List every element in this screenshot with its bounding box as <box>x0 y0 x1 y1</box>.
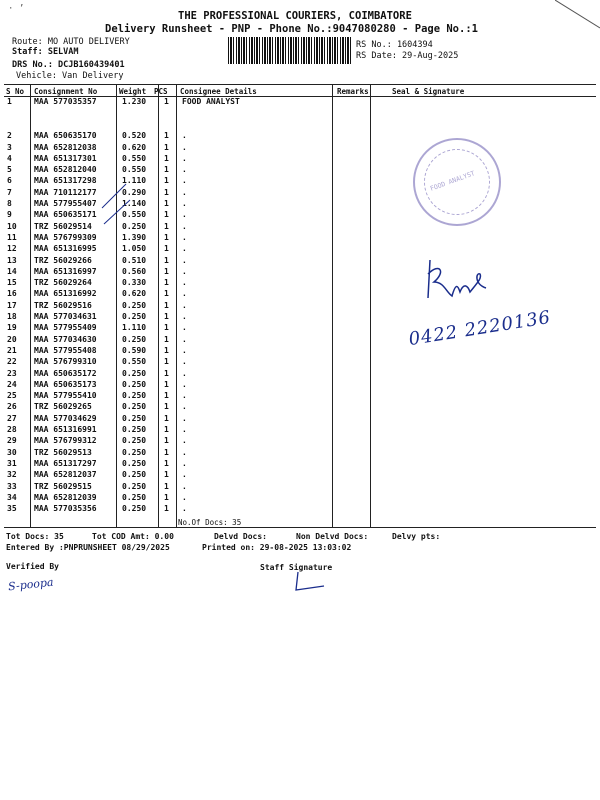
row-weight: 0.250 <box>122 425 147 435</box>
row-sno: 33 <box>7 481 17 491</box>
row-weight: 1.140 <box>122 199 147 209</box>
row-sno: 16 <box>7 289 17 299</box>
row-weight: 0.250 <box>122 300 147 310</box>
table-row <box>0 175 600 186</box>
table-row <box>0 130 600 141</box>
row-consignee: . <box>182 391 187 401</box>
row-consignment: MAA 577035357 <box>34 97 97 106</box>
row-weight: 1.230 <box>122 97 147 106</box>
row-consignment: MAA 651316992 <box>34 289 97 299</box>
row-sno: 28 <box>7 425 17 435</box>
row-pcs: 1 <box>164 266 169 276</box>
row-sno: 11 <box>7 232 17 242</box>
row-consignment: MAA 576799312 <box>34 436 97 446</box>
tot-cod-amt: Tot COD Amt: 0.00 <box>92 532 174 541</box>
row-sno: 13 <box>7 255 17 265</box>
row-pcs: 1 <box>164 131 169 141</box>
row-sno: 15 <box>7 278 17 288</box>
table-row <box>0 164 600 175</box>
table-row <box>0 435 600 446</box>
row-consignee: . <box>182 278 187 288</box>
receiver-signature <box>418 252 498 312</box>
row-consignee: . <box>182 447 187 457</box>
row-consignee: . <box>182 244 187 254</box>
row-pcs: 1 <box>164 470 169 480</box>
row-consignee: . <box>182 368 187 378</box>
row-weight: 1.110 <box>122 323 147 333</box>
row-consignee: . <box>182 323 187 333</box>
row-consignee: . <box>182 232 187 242</box>
table-row <box>0 255 600 266</box>
table-row <box>0 447 600 458</box>
row-consignee: . <box>182 334 187 344</box>
row-pcs: 1 <box>164 165 169 175</box>
table-row <box>0 413 600 424</box>
table-row <box>0 345 600 356</box>
table-row <box>0 288 600 299</box>
table-row <box>0 334 600 345</box>
delvy-pts: Delvy pts: <box>392 532 441 541</box>
table-row <box>0 458 600 469</box>
row-sno: 10 <box>7 221 17 231</box>
table-row <box>0 379 600 390</box>
row-consignment: MAA 652812040 <box>34 165 97 175</box>
row-consignment: MAA 577034631 <box>34 312 97 322</box>
table-row <box>0 243 600 254</box>
table-row <box>0 390 600 401</box>
row-sno: 20 <box>7 334 17 344</box>
table-row <box>0 209 600 220</box>
drs-number: DRS No.: DCJB160439401 <box>12 60 125 70</box>
col-header-pcs: PCS <box>154 87 168 96</box>
row-sno: 30 <box>7 447 17 457</box>
table-top-line <box>4 84 596 85</box>
row-sno: 17 <box>7 300 17 310</box>
col-header-seal: Seal & Signature <box>392 87 465 96</box>
rs-date: RS Date: 29-Aug-2025 <box>356 51 459 61</box>
row-weight: 0.250 <box>122 447 147 457</box>
row-sno: 22 <box>7 357 17 367</box>
row-consignment: MAA 577955409 <box>34 323 97 333</box>
row-consignment: MAA 710112177 <box>34 187 97 197</box>
delvd-docs: Delvd Docs: <box>214 532 267 541</box>
row-sno: 19 <box>7 323 17 333</box>
row-consignment: MAA 650635171 <box>34 210 97 220</box>
row-pcs: 1 <box>164 368 169 378</box>
row-consignment: MAA 577955408 <box>34 345 97 355</box>
row-consignee: . <box>182 199 187 209</box>
row-consignee: . <box>182 413 187 423</box>
row-sno: 27 <box>7 413 17 423</box>
row-consignee: . <box>182 255 187 265</box>
row-pcs: 1 <box>164 504 169 514</box>
row-consignee: . <box>182 300 187 310</box>
row-consignment: MAA 652812038 <box>34 142 97 152</box>
handwritten-phone: 0422 2220136 <box>407 306 553 351</box>
row-pcs: 1 <box>164 312 169 322</box>
row-sno: 1 <box>7 97 12 106</box>
row-consignee: . <box>182 187 187 197</box>
row-sno: 18 <box>7 312 17 322</box>
row-sno: 21 <box>7 345 17 355</box>
row-pcs: 1 <box>164 345 169 355</box>
row-pcs: 1 <box>164 413 169 423</box>
row-sno: 12 <box>7 244 17 254</box>
col-header-sno: S No <box>6 87 25 96</box>
row-consignee: FOOD ANALYST <box>182 97 240 106</box>
table-row <box>0 221 600 232</box>
row-consignee: . <box>182 504 187 514</box>
table-row <box>0 277 600 288</box>
table-row <box>0 469 600 480</box>
row-consignment: MAA 651317297 <box>34 458 97 468</box>
verifier-handwriting: S-poopa <box>7 575 55 594</box>
table-row <box>0 401 600 412</box>
row-pcs: 1 <box>164 391 169 401</box>
row-consignment: MAA 652812039 <box>34 492 97 502</box>
row-pcs: 1 <box>164 402 169 412</box>
row-pcs: 1 <box>164 221 169 231</box>
table-row <box>0 266 600 277</box>
row-pcs: 1 <box>164 425 169 435</box>
table-row <box>0 187 600 198</box>
row-sno: 29 <box>7 436 17 446</box>
row-pcs: 1 <box>164 379 169 389</box>
row-weight: 1.050 <box>122 244 147 254</box>
seal-stamp <box>413 138 501 226</box>
row-weight: 0.250 <box>122 481 147 491</box>
row-consignment: MAA 650635170 <box>34 131 97 141</box>
row-weight: 1.390 <box>122 232 147 242</box>
table-row <box>0 481 600 492</box>
row-consignee: . <box>182 470 187 480</box>
row-weight: 0.550 <box>122 357 147 367</box>
row-consignee: . <box>182 379 187 389</box>
staff-label: Staff: SELVAM <box>12 47 79 57</box>
row-weight: 0.250 <box>122 492 147 502</box>
tick-marks <box>100 180 140 230</box>
row-consignment: TRZ 56029266 <box>34 255 92 265</box>
row-consignee: . <box>182 458 187 468</box>
row-consignment: MAA 650635173 <box>34 379 97 389</box>
row-consignment: MAA 577034630 <box>34 334 97 344</box>
row-pcs: 1 <box>164 255 169 265</box>
staff-signature-scribble <box>290 568 340 596</box>
vehicle-label: Vehicle: Van Delivery <box>16 71 124 81</box>
row-sno: 25 <box>7 391 17 401</box>
runsheet-subtitle: Delivery Runsheet - PNP - Phone No.:9047080280 - Page No.:1 <box>105 23 478 35</box>
company-title: THE PROFESSIONAL COURIERS, COIMBATORE <box>178 10 412 22</box>
row-consignment: MAA 577955410 <box>34 391 97 401</box>
row-consignment: MAA 651317301 <box>34 153 97 163</box>
staff-signature-label: Staff Signature <box>260 563 333 572</box>
row-weight: 0.550 <box>122 153 147 163</box>
row-consignee: . <box>182 312 187 322</box>
row-pcs: 1 <box>164 210 169 220</box>
row-consignment: MAA 651316991 <box>34 425 97 435</box>
row-sno: 34 <box>7 492 17 502</box>
row-weight: 0.250 <box>122 470 147 480</box>
row-sno: 5 <box>7 165 12 175</box>
row-consignee: . <box>182 492 187 502</box>
row-sno: 26 <box>7 402 17 412</box>
row-consignee: . <box>182 266 187 276</box>
row-consignment: TRZ 56029515 <box>34 481 92 491</box>
row-pcs: 1 <box>164 334 169 344</box>
row-consignee: . <box>182 142 187 152</box>
non-delvd-docs: Non Delvd Docs: <box>296 532 369 541</box>
row-pcs: 1 <box>164 187 169 197</box>
row-pcs: 1 <box>164 142 169 152</box>
row-pcs: 1 <box>164 199 169 209</box>
table-row <box>0 424 600 435</box>
row-weight: 0.250 <box>122 391 147 401</box>
row-consignment: MAA 576799310 <box>34 357 97 367</box>
row-sno: 2 <box>7 131 12 141</box>
row-sno: 35 <box>7 504 17 514</box>
row-weight: 1.110 <box>122 176 147 186</box>
row-weight: 0.250 <box>122 402 147 412</box>
row-pcs: 1 <box>164 232 169 242</box>
row-weight: 0.250 <box>122 334 147 344</box>
row-pcs: 1 <box>164 481 169 491</box>
row-consignee: . <box>182 425 187 435</box>
col-header-remarks: Remarks <box>337 87 369 96</box>
row-consignee: . <box>182 436 187 446</box>
row-pcs: 1 <box>164 244 169 254</box>
row-consignee: . <box>182 481 187 491</box>
row-weight: 0.290 <box>122 187 147 197</box>
row-consignee: . <box>182 165 187 175</box>
table-row <box>0 198 600 209</box>
corner-fold-line <box>555 0 600 30</box>
row-sno: 3 <box>7 142 12 152</box>
row-weight: 0.550 <box>122 210 147 220</box>
row-consignee: . <box>182 210 187 220</box>
row-weight: 0.250 <box>122 436 147 446</box>
row-consignee: . <box>182 357 187 367</box>
row-sno: 6 <box>7 176 12 186</box>
row-pcs: 1 <box>164 97 169 106</box>
table-row <box>0 142 600 153</box>
row-consignment: TRZ 56029516 <box>34 300 92 310</box>
row-weight: 0.250 <box>122 221 147 231</box>
row-weight: 0.250 <box>122 413 147 423</box>
row-consignment: TRZ 56029513 <box>34 447 92 457</box>
table-row <box>0 232 600 243</box>
route-label: Route: MO AUTO DELIVERY <box>12 37 130 47</box>
col-header-consignment: Consignment No <box>34 87 98 96</box>
row-consignment: TRZ 56029265 <box>34 402 92 412</box>
row-weight: 0.250 <box>122 368 147 378</box>
row-pcs: 1 <box>164 300 169 310</box>
row-weight: 0.620 <box>122 142 147 152</box>
row-sno: 24 <box>7 379 17 389</box>
row-consignment: TRZ 56029264 <box>34 278 92 288</box>
row-consignment: MAA 652812037 <box>34 470 97 480</box>
table-bottom-line <box>4 527 596 528</box>
rs-number: RS No.: 1604394 <box>356 40 433 50</box>
row-sno: 4 <box>7 153 12 163</box>
row-sno: 32 <box>7 470 17 480</box>
verified-by-label: Verified By <box>6 562 59 571</box>
row-consignee: . <box>182 221 187 231</box>
row-sno: 23 <box>7 368 17 378</box>
row-consignment: MAA 577955407 <box>34 199 97 209</box>
row-weight: 0.590 <box>122 345 147 355</box>
row-pcs: 1 <box>164 447 169 457</box>
row-sno: 14 <box>7 266 17 276</box>
col-header-consignee: Consignee Details <box>180 87 257 96</box>
row-consignment: MAA 651316995 <box>34 244 97 254</box>
corner-mark: · ’ <box>8 4 25 14</box>
row-weight: 0.520 <box>122 131 147 141</box>
printed-on: Printed on: 29-08-2025 13:03:02 <box>202 543 352 552</box>
barcode <box>228 37 351 64</box>
row-pcs: 1 <box>164 289 169 299</box>
row-pcs: 1 <box>164 176 169 186</box>
table-row <box>0 368 600 379</box>
row-consignment: TRZ 56029514 <box>34 221 92 231</box>
row-weight: 0.250 <box>122 504 147 514</box>
row-pcs: 1 <box>164 458 169 468</box>
row-consignee: . <box>182 289 187 299</box>
row-weight: 0.250 <box>122 312 147 322</box>
col-header-weight: Weight <box>119 87 147 96</box>
row-consignee: . <box>182 402 187 412</box>
row-weight: 0.510 <box>122 255 147 265</box>
row-weight: 0.620 <box>122 289 147 299</box>
row-sno: 8 <box>7 199 12 209</box>
row-consignee: . <box>182 345 187 355</box>
row-consignment: MAA 577034629 <box>34 413 97 423</box>
row-consignment: MAA 650635172 <box>34 368 97 378</box>
table-row <box>0 503 600 514</box>
row-consignee: . <box>182 131 187 141</box>
row-weight: 0.330 <box>122 278 147 288</box>
table-row <box>0 96 600 107</box>
row-weight: 0.560 <box>122 266 147 276</box>
table-row <box>0 153 600 164</box>
row-pcs: 1 <box>164 278 169 288</box>
table-row <box>0 300 600 311</box>
table-row <box>0 356 600 367</box>
row-sno: 7 <box>7 187 12 197</box>
row-sno: 31 <box>7 458 17 468</box>
row-consignment: MAA 651316997 <box>34 266 97 276</box>
row-consignee: . <box>182 176 187 186</box>
row-pcs: 1 <box>164 436 169 446</box>
row-weight: 0.250 <box>122 379 147 389</box>
table-body <box>0 96 600 514</box>
row-pcs: 1 <box>164 492 169 502</box>
row-weight: 0.550 <box>122 165 147 175</box>
row-weight: 0.250 <box>122 458 147 468</box>
row-sno: 9 <box>7 210 12 220</box>
row-consignment: MAA 651317298 <box>34 176 97 186</box>
row-consignment: MAA 577035356 <box>34 504 97 514</box>
no-of-docs: No.Of Docs: 35 <box>178 518 242 527</box>
stamp-text: FOOD ANALYST <box>429 169 476 193</box>
tot-docs: Tot Docs: 35 <box>6 532 64 541</box>
row-pcs: 1 <box>164 357 169 367</box>
row-pcs: 1 <box>164 323 169 333</box>
table-row <box>0 492 600 503</box>
row-consignment: MAA 576799309 <box>34 232 97 242</box>
entered-by: Entered By :PNPRUNSHEET 08/29/2025 <box>6 543 170 552</box>
row-pcs: 1 <box>164 153 169 163</box>
row-consignee: . <box>182 153 187 163</box>
